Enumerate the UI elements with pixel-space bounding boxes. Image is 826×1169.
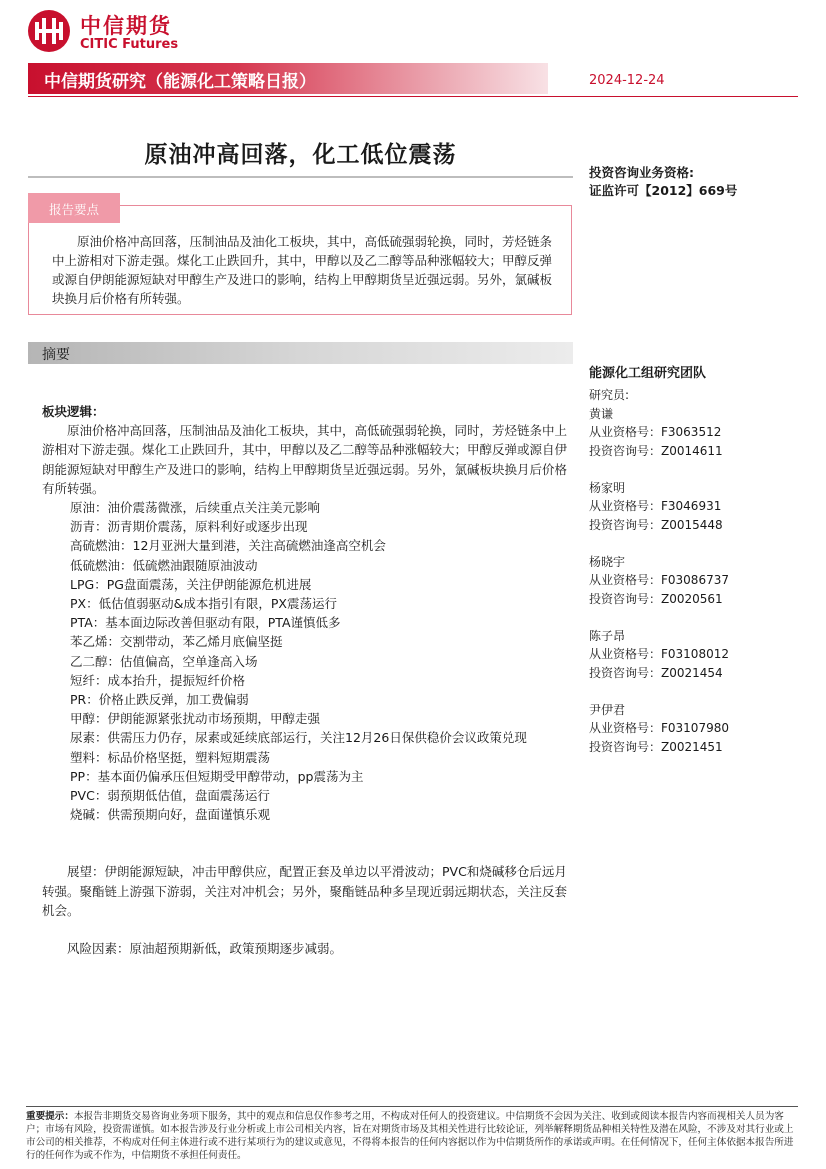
team-list [589,386,789,756]
key-points-tag [28,193,120,223]
footer-divider [26,1106,798,1107]
logo-chinese-name: 中信期货 [80,14,172,38]
sector-line: 原油：油价震荡微涨，后续重点关注美元影响 [70,500,321,516]
member-consult-id: 投资咨询号：Z0020561 [589,591,723,606]
logo-english-name: CITIC Futures [80,37,179,52]
member-name: 尹伊君 [589,702,626,717]
company-logo [26,8,186,56]
member-name: 黄谦 [589,406,614,421]
sector-line: PP：基本面仍偏承压但短期受甲醇带动，pp震荡为主 [70,768,364,784]
sector-line: 烧碱：供需预期向好，盘面谨慎乐观 [70,807,271,823]
disclaimer-text: 本报告非期货交易咨询业务项下服务，其中的观点和信息仅作参考之用，不构成对任何人的投资建议。中信期货不会因为关注、收到或阅读本报告内容而视相关人员为客户；市场有风险，投资需谨慎。如本报告涉及行业分析或上市公司相关内容，旨在对期货市场及其相关性进行比较论证，列举解释期货品种相关特性及潜在风险，不涉及对其行业或上市公司的相关推荐，不构成对任何主体进行或不进行某项行为的建议或意见，不得将本报告的任何内容据以作为中信期货所作的承诺或声明。在任何情况下，任何主体依据本报告所进行的任何作为或不作为，中信期货不承担任何责任。 [26,1111,794,1161]
sector-line: 尿素：供需压力仍存，尿素或延续底部运行，关注12月26日保供稳价会议政策兑现 [70,730,527,746]
member-name: 陈子昂 [589,628,626,643]
sector-line: 塑料：标品价格坚挺，塑料短期震荡 [70,749,271,765]
sector-line: PX：低估值弱驱动&成本指引有限，PX震荡运行 [70,596,337,612]
qualification-license: 证监许可【2012】669号 [589,183,738,198]
report-series-title: 中信期货研究（能源化工策略日报） [44,72,316,92]
spacer [42,920,567,939]
summary-header: 摘要 [42,347,70,363]
spacer [42,824,567,843]
sector-line: PVC：弱预期低估值，盘面震荡运行 [70,788,270,804]
report-series-band [28,63,548,94]
disclaimer-label: 重要提示： [26,1111,74,1122]
team-role: 研究员: [589,388,630,402]
member-practice-id: 从业资格号：F3046931 [589,499,722,513]
member-practice-id: 从业资格号：F03108012 [589,647,729,661]
key-points-tag-label: 报告要点 [48,202,99,217]
sector-line: 高硫燃油：12月亚洲大量到港，关注高硫燃油逢高空机会 [70,538,386,554]
spacer [589,534,789,553]
member-consult-id: 投资咨询号：Z0014611 [589,443,723,458]
logic-text: 原油价格冲高回落，压制油品及油化工板块，其中，高低硫强弱轮换，同时，芳烃链条中上游相对下游走强。煤化工止跌回升，其中，甲醇以及乙二醇等品种涨幅较大；甲醇反弹或源自伊朗能源短缺对甲醇生产及进口的影响，结构上甲醇期货呈近强远弱。另外，氯碱板块换月后价格有所转强。 [42,423,568,496]
citic-logo-icon [26,8,72,54]
member-name: 杨晓宇 [589,554,626,569]
spacer [589,682,789,701]
team-title: 能源化工组研究团队 [589,366,707,381]
report-date: 2024-12-24 [589,73,665,88]
spacer [589,460,789,479]
sector-line: PTA：基本面边际改善但驱动有限，PTA谨慎低多 [70,615,341,631]
spacer [42,843,567,862]
member-consult-id: 投资咨询号：Z0021451 [589,739,723,754]
footer-disclaimer [26,1110,798,1162]
qualification-label: 投资咨询业务资格: [589,165,694,180]
member-practice-id: 从业资格号：F3063512 [589,425,722,439]
summary-body [42,402,567,958]
sector-line: 短纤：成本抬升，提振短纤价格 [70,672,246,688]
summary-header-bar [28,342,573,364]
report-title: 原油冲高回落，化工低位震荡 [144,142,457,168]
outlook-text: 展望：伊朗能源短缺，冲击甲醇供应，配置正套及单边以平滑波动；PVC和烧碱移仓后远月转强。聚酯链上游强下游弱，关注对冲机会；另外，聚酯链品种多呈现近弱远期状态，关注反套机会。 [42,864,568,918]
member-consult-id: 投资咨询号：Z0021454 [589,665,723,680]
logic-title: 板块逻辑： [42,404,105,419]
sector-line: LPG：PG盘面震荡，关注伊朗能源危机进展 [70,576,312,592]
member-practice-id: 从业资格号：F03086737 [589,573,729,587]
member-consult-id: 投资咨询号：Z0015448 [589,517,723,532]
sector-line: 甲醇：伊朗能源紧张扰动市场预期，甲醇走强 [70,711,321,727]
sector-line: PR：价格止跌反弹，加工费偏弱 [70,692,249,708]
sector-line: 低硫燃油：低硫燃油跟随原油波动 [70,557,258,573]
sector-line: 乙二醇：估值偏高，空单逢高入场 [70,653,258,669]
spacer [589,608,789,627]
key-points-text: 原油价格冲高回落，压制油品及油化工板块，其中，高低硫强弱轮换，同时，芳烃链条中上游相对下游走强。煤化工止跌回升，其中，甲醇以及乙二醇等品种涨幅较大；甲醇反弹或源自伊朗能源短缺对甲醇生产及进口的影响，结构上甲醇期货呈近强远弱。另外，氯碱板块换月后价格有所转强。 [52,234,553,306]
header-divider [28,96,798,97]
sector-line: 沥青：沥青期价震荡，原料利好或逐步出现 [70,519,308,535]
member-name: 杨家明 [589,480,626,495]
member-practice-id: 从业资格号：F03107980 [589,721,729,735]
risk-text: 风险因素：原油超预期新低，政策预期逐步减弱。 [67,941,343,957]
title-divider [28,176,573,178]
sector-line: 苯乙烯：交割带动，苯乙烯月底偏坚挺 [70,634,283,650]
